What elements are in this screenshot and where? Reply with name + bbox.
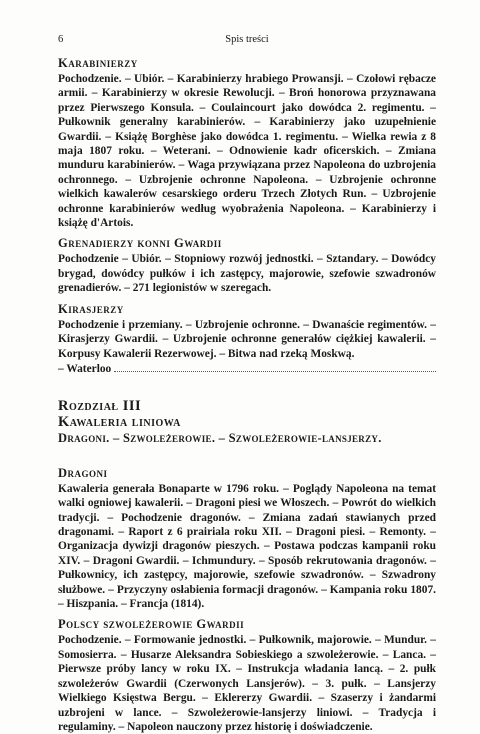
- section-title: Grenadierzy konni Gwardii: [58, 236, 222, 251]
- dot-leader-line: [58, 361, 436, 376]
- chapter-title: Kawaleria liniowa: [58, 414, 181, 431]
- section-title: Karabinierzy: [58, 56, 138, 70]
- page-header: [58, 0, 436, 52]
- section-entries: Kawaleria generała Bonaparte w 1796 roku. – Poglądy Napoleona na temat walki ogniowej kawalerii. – Dragoni piesi we Włoszech. – Powrót do wielkich tradycji. – Pochodzenie dragonów. – Zmiana zadań stawianych przed dragonami. – Raport z 6 prairiala roku XII. – Dragoni piesi. – Remonty. – Organizacja dywizji dragonów pieszych. – Postawa podczas kampanii roku XIV. – Dragoni Gwardii. – Ichmundury. – Sposób rekrutowania dragonów. – Pułkownicy, ich zastępcy, majorowie, szefowie szwadronów. – Szwadrony służbowe. – Przyczyny osłabienia formacji dragonów. – Kampania roku 1807. – Hiszpania. – Francja (1814).: [58, 482, 436, 611]
- section-title: Kirasjerzy: [58, 301, 124, 316]
- last-entry: – Waterloo: [58, 362, 112, 375]
- section-entries: Pochodzenie. – Ubiór. – Karabinierzy hrabiego Prowansji. – Czołowi rębacze armii. – Karabinierzy w okresie Rewolucji. – Broń honorowa przyznawana przez Pierwszego Konsula. – Coulaincourt jako dowódca 2. regimentu. – Pułkownik generalny karabinierów. – Karabinierzy jako uzupełnienie Gwardii. – Książę Borghèse jako dowódca 1. regimentu. – Wielka rewia z 8 maja 1807 roku. – Weterani. – Odnowienie kadr oficerskich. – Zmiana munduru karabinierów. – Waga przywiązana przez Napoleona do uzbrojenia ochronnego. – Uzbrojenie ochronne Napoleona. – Uzbrojenie ochronne wielkich kawalerów cesarskiego orderu Trzech Złotych Run. – Uzbrojenie ochronne karabinierów według wyobrażenia Napoleona. – Karabinierzy i książę d'Artois.: [58, 73, 436, 230]
- toc-section-kirasjerzy: [58, 302, 436, 377]
- dot-leader: [114, 361, 436, 372]
- page-number: 6: [58, 34, 64, 45]
- toc-section-karabinierzy: [58, 56, 436, 230]
- section-entries: Pochodzenie i przemiany. – Uzbrojenie ochronne. – Dwanaście regimentów. – Kirasjerzy Gwardii. – Uzbrojenie ochronne generałów ciężkiej kawalerii. – Korpusy Kawalerii Rezerwowej. – Bitwa nad rzeką Moskwą.: [58, 318, 436, 360]
- section-entries: Pochodzenie. – Formowanie jednostki. – Pułkownik, majorowie. – Mundur. – Somosierra. – Husarze Aleksandra Sobieskiego a szwoleżerowie. – Lanca. – Pierwsze próby lancy w roku IX. – Instrukcja władania lancą. – 2. pułk szwoleżerów Gwardii (Czerwonych Lansjerów). – 3. pułk. – Lansjerzy Wielkiego Księstwa Bergu. – Eklererzy Gwardii. – Szaserzy i żandarmi uzbrojeni w lance. – Szwoleżerowie-lansjerzy liniowi. – Tradycja i regulaminy. – Napoleon nauczony przez historię i doświadczenie.: [58, 634, 436, 733]
- chapter-heading: [58, 398, 436, 446]
- chapter-label: Rozdział III: [58, 398, 142, 415]
- chapter-subtitle: Dragoni. – Szwoleżerowie. – Szwoleżerowie-lansjerzy.: [58, 431, 382, 446]
- running-head: Spis treści: [225, 34, 269, 45]
- toc-section-dragoni: [58, 466, 436, 612]
- section-title: Dragoni: [58, 465, 108, 480]
- toc-section-grenadierzy: [58, 236, 436, 295]
- toc-section-polscy-szwolezerowie: [58, 617, 436, 734]
- section-entries: Pochodzenie – Ubiór. – Stopniowy rozwój jednostki. – Sztandary. – Dowódcy brygad, dowódcy pułków i ich zastępcy, majorowie, szefowie szwadronów grenadierów. – 271 legionistów w szeregach.: [58, 253, 436, 295]
- spacer: [58, 446, 436, 462]
- section-title: Polscy szwoleżerowie Gwardii: [58, 617, 245, 632]
